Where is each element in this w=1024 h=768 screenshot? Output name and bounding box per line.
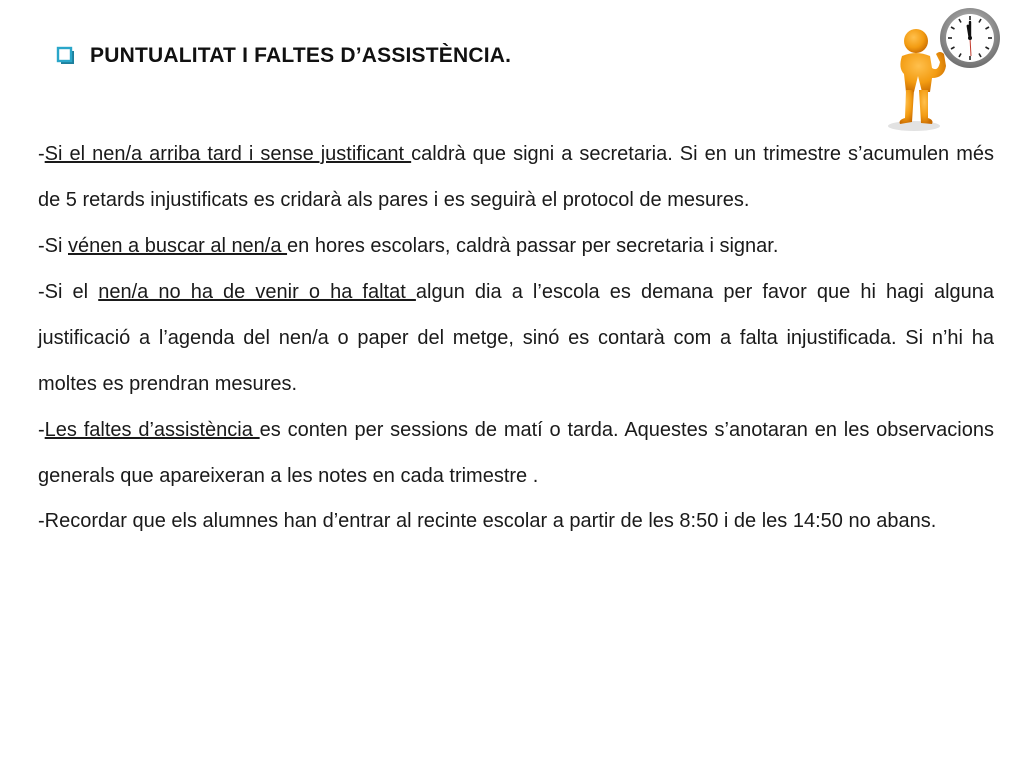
paragraph-underlined-phrase: nen/a no ha de venir o ha faltat	[98, 281, 416, 303]
paragraph-pickup	[38, 223, 994, 269]
orange-person-icon	[888, 29, 946, 131]
paragraph-rest: caldrà que signi a secretaria. Si en un trimestre s’acumulen més de 5 retards injustificats es cridarà als pares i es seguirà el protocol de mesures.	[38, 143, 994, 211]
paragraph-prefix: -	[38, 419, 45, 441]
wall-clock-icon	[940, 8, 1000, 68]
paragraph-late-arrival	[38, 131, 994, 223]
paragraph-rest: es conten per sessions de matí o tarda. Aquestes s’anotaran en les observacions generals que apareixeran a les notes en cada trimestre .	[38, 419, 994, 487]
paragraph-prefix: -Si el	[38, 281, 99, 303]
page-title: PUNTUALITAT I FALTES D’ASSISTÈNCIA.	[90, 44, 512, 67]
paragraph-rest: algun dia a l’escola es demana per favor que hi hagi alguna justificació a l’agenda del nen/a o paper del metge, sinó es contarà com a falta injustificada. Si n’hi ha moltes es prendran mesures.	[38, 281, 995, 395]
body-text	[38, 131, 994, 533]
paragraph-prefix: -	[38, 143, 45, 165]
paragraph-prefix: -Si	[38, 235, 68, 257]
person-with-clock-figure	[878, 4, 1004, 136]
paragraph-underlined-phrase: Si el nen/a arriba tard i sense justificant	[44, 143, 412, 165]
paragraph-absence-counting	[38, 407, 994, 499]
paragraph-absence	[38, 269, 994, 407]
hollow-square-bullet-icon	[56, 46, 76, 66]
paragraph-underlined-phrase: vénen a buscar al nen/a	[68, 235, 288, 257]
paragraph-underlined-phrase: Les faltes d’assistència	[44, 419, 260, 441]
paragraph-rest: en hores escolars, caldrà passar per secretaria i signar.	[287, 235, 779, 257]
paragraph-entry-times: -Recordar que els alumnes han d’entrar al recinte escolar a partir de les 8:50 i de les 14:50 no abans.	[38, 510, 937, 532]
title-row	[56, 44, 511, 68]
